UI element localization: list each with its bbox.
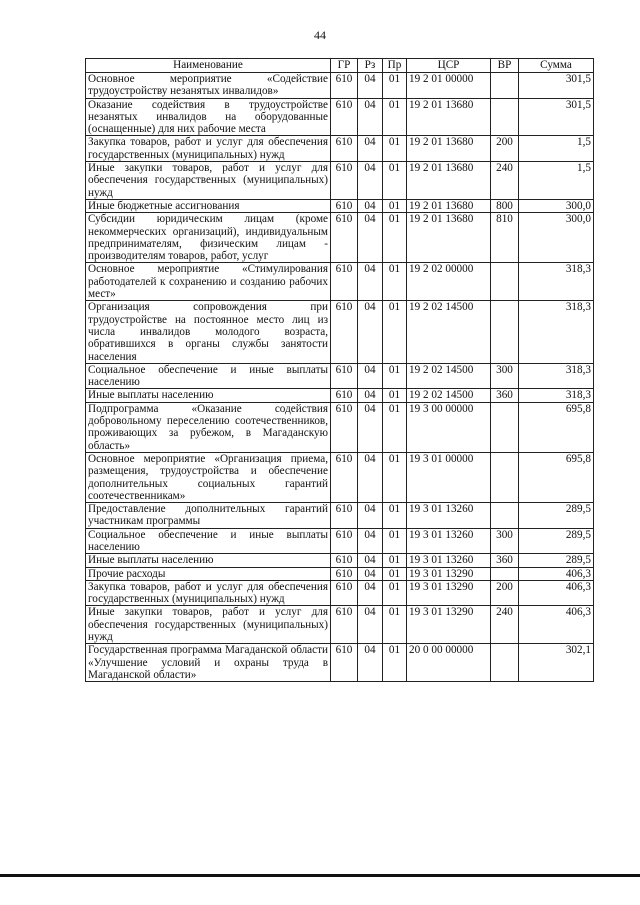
cell-rz: 04 — [358, 567, 383, 580]
cell-rz: 04 — [358, 363, 383, 389]
cell-name: Оказание содействия в трудоустройстве незанятых инвалидов на оборудованные (оснащенные) для них рабочие места — [86, 98, 331, 136]
cell-gr: 610 — [331, 162, 358, 200]
table-row — [86, 301, 594, 363]
cell-name: Основное мероприятие «Стимулирования работодателей к сохранению и созданию рабочих мест» — [86, 263, 331, 301]
cell-csr: 19 2 02 14500 — [407, 363, 491, 389]
cell-sum: 318,3 — [519, 363, 594, 389]
cell-csr: 19 3 01 00000 — [407, 452, 491, 502]
table-body — [86, 73, 594, 682]
cell-sum: 302,1 — [519, 644, 594, 682]
cell-rz: 04 — [358, 389, 383, 402]
cell-sum: 301,5 — [519, 73, 594, 99]
cell-rz: 04 — [358, 199, 383, 212]
cell-csr: 19 3 00 00000 — [407, 402, 491, 452]
cell-csr: 19 3 01 13260 — [407, 554, 491, 567]
header-csr: ЦСР — [407, 59, 491, 73]
cell-csr: 19 3 01 13260 — [407, 528, 491, 554]
cell-vr: 240 — [491, 162, 519, 200]
cell-pr: 01 — [383, 301, 407, 363]
header-row — [86, 59, 594, 73]
cell-pr: 01 — [383, 567, 407, 580]
cell-vr: 300 — [491, 363, 519, 389]
cell-pr: 01 — [383, 199, 407, 212]
cell-vr: 800 — [491, 199, 519, 212]
table-row — [86, 136, 594, 162]
header-vr: ВР — [491, 59, 519, 73]
cell-rz: 04 — [358, 452, 383, 502]
cell-name: Предоставление дополнительных гарантий участникам программы — [86, 503, 331, 529]
cell-rz: 04 — [358, 580, 383, 606]
cell-csr: 19 3 01 13260 — [407, 503, 491, 529]
cell-pr: 01 — [383, 503, 407, 529]
cell-name: Закупка товаров, работ и услуг для обеспечения государственных (муниципальных) нужд — [86, 136, 331, 162]
cell-gr: 610 — [331, 503, 358, 529]
cell-rz: 04 — [358, 263, 383, 301]
cell-csr: 19 2 01 00000 — [407, 73, 491, 99]
cell-gr: 610 — [331, 402, 358, 452]
table-row — [86, 213, 594, 263]
header-pr: Пр — [383, 59, 407, 73]
cell-gr: 610 — [331, 554, 358, 567]
cell-sum: 289,5 — [519, 528, 594, 554]
cell-vr — [491, 301, 519, 363]
bottom-rule — [0, 874, 640, 877]
cell-gr: 610 — [331, 644, 358, 682]
cell-gr: 610 — [331, 199, 358, 212]
cell-sum: 301,5 — [519, 98, 594, 136]
table-row — [86, 452, 594, 502]
page-number: 44 — [314, 28, 326, 42]
table-row — [86, 503, 594, 529]
cell-rz: 04 — [358, 162, 383, 200]
cell-gr: 610 — [331, 606, 358, 644]
cell-csr: 19 2 01 13680 — [407, 162, 491, 200]
cell-rz: 04 — [358, 98, 383, 136]
cell-name: Иные закупки товаров, работ и услуг для обеспечения государственных (муниципальных) нужд — [86, 606, 331, 644]
cell-name: Иные закупки товаров, работ и услуг для обеспечения государственных (муниципальных) нужд — [86, 162, 331, 200]
cell-name: Иные выплаты населению — [86, 389, 331, 402]
cell-vr: 300 — [491, 528, 519, 554]
cell-sum: 1,5 — [519, 136, 594, 162]
cell-gr: 610 — [331, 73, 358, 99]
cell-gr: 610 — [331, 301, 358, 363]
cell-gr: 610 — [331, 452, 358, 502]
cell-rz: 04 — [358, 136, 383, 162]
cell-rz: 04 — [358, 402, 383, 452]
header-sum: Сумма — [519, 59, 594, 73]
table-row — [86, 580, 594, 606]
table-row — [86, 98, 594, 136]
cell-pr: 01 — [383, 554, 407, 567]
cell-sum: 695,8 — [519, 402, 594, 452]
cell-pr: 01 — [383, 263, 407, 301]
header-rz: Рз — [358, 59, 383, 73]
header-gr: ГР — [331, 59, 358, 73]
cell-csr: 19 2 01 13680 — [407, 213, 491, 263]
cell-name: Иные бюджетные ассигнования — [86, 199, 331, 212]
table-row — [86, 389, 594, 402]
cell-vr — [491, 452, 519, 502]
cell-gr: 610 — [331, 528, 358, 554]
cell-csr: 19 2 01 13680 — [407, 199, 491, 212]
cell-csr: 19 3 01 13290 — [407, 580, 491, 606]
cell-name: Организация сопровождения при трудоустройстве на постоянное место лиц из числа инвалидов молодого возраста, обратившихся в органы службы занятости населения — [86, 301, 331, 363]
cell-vr — [491, 567, 519, 580]
cell-pr: 01 — [383, 213, 407, 263]
cell-vr — [491, 98, 519, 136]
cell-pr: 01 — [383, 606, 407, 644]
cell-gr: 610 — [331, 389, 358, 402]
cell-sum: 300,0 — [519, 199, 594, 212]
table-row — [86, 554, 594, 567]
cell-vr — [491, 402, 519, 452]
table-row — [86, 528, 594, 554]
cell-csr: 19 2 01 13680 — [407, 136, 491, 162]
cell-vr: 360 — [491, 554, 519, 567]
cell-rz: 04 — [358, 644, 383, 682]
table-row — [86, 162, 594, 200]
cell-sum: 406,3 — [519, 606, 594, 644]
cell-name: Государственная программа Магаданской области «Улучшение условий и охраны труда в Магаданской области» — [86, 644, 331, 682]
cell-name: Субсидии юридическим лицам (кроме некоммерческих организаций), индивидуальным предпринимателям, физическим лицам - производителям товаров, работ, услуг — [86, 213, 331, 263]
table-row — [86, 73, 594, 99]
cell-pr: 01 — [383, 363, 407, 389]
cell-sum: 318,3 — [519, 301, 594, 363]
table-row — [86, 606, 594, 644]
cell-vr: 200 — [491, 580, 519, 606]
cell-vr — [491, 263, 519, 301]
cell-sum: 406,3 — [519, 567, 594, 580]
cell-pr: 01 — [383, 402, 407, 452]
cell-gr: 610 — [331, 136, 358, 162]
cell-sum: 300,0 — [519, 213, 594, 263]
cell-name: Основное мероприятие «Содействие трудоустройству незанятых инвалидов» — [86, 73, 331, 99]
table-row — [86, 199, 594, 212]
cell-csr: 19 2 01 13680 — [407, 98, 491, 136]
cell-sum: 318,3 — [519, 389, 594, 402]
cell-sum: 695,8 — [519, 452, 594, 502]
cell-vr — [491, 503, 519, 529]
cell-pr: 01 — [383, 644, 407, 682]
cell-rz: 04 — [358, 554, 383, 567]
cell-pr: 01 — [383, 389, 407, 402]
cell-rz: 04 — [358, 606, 383, 644]
cell-csr: 19 2 02 14500 — [407, 301, 491, 363]
cell-vr: 240 — [491, 606, 519, 644]
cell-pr: 01 — [383, 73, 407, 99]
cell-gr: 610 — [331, 98, 358, 136]
cell-pr: 01 — [383, 162, 407, 200]
cell-name: Подпрограмма «Оказание содействия добровольному переселению соотечественников, проживающих за рубежом, в Магаданскую область» — [86, 402, 331, 452]
table-row — [86, 567, 594, 580]
cell-rz: 04 — [358, 528, 383, 554]
cell-vr: 200 — [491, 136, 519, 162]
cell-csr: 19 3 01 13290 — [407, 606, 491, 644]
cell-vr: 360 — [491, 389, 519, 402]
cell-name: Основное мероприятие «Организация приема, размещения, трудоустройства и обеспечение дополнительных социальных гарантий соотечественникам» — [86, 452, 331, 502]
table-row — [86, 402, 594, 452]
cell-gr: 610 — [331, 363, 358, 389]
cell-gr: 610 — [331, 263, 358, 301]
cell-pr: 01 — [383, 580, 407, 606]
table-row — [86, 263, 594, 301]
cell-rz: 04 — [358, 213, 383, 263]
cell-csr: 19 2 02 00000 — [407, 263, 491, 301]
cell-gr: 610 — [331, 567, 358, 580]
cell-sum: 1,5 — [519, 162, 594, 200]
cell-gr: 610 — [331, 580, 358, 606]
cell-vr: 810 — [491, 213, 519, 263]
cell-pr: 01 — [383, 452, 407, 502]
cell-sum: 406,3 — [519, 580, 594, 606]
cell-name: Социальное обеспечение и иные выплаты населению — [86, 363, 331, 389]
cell-vr — [491, 644, 519, 682]
cell-name: Прочие расходы — [86, 567, 331, 580]
cell-rz: 04 — [358, 301, 383, 363]
cell-name: Иные выплаты населению — [86, 554, 331, 567]
cell-pr: 01 — [383, 136, 407, 162]
table-row — [86, 363, 594, 389]
cell-rz: 04 — [358, 503, 383, 529]
cell-pr: 01 — [383, 98, 407, 136]
cell-vr — [491, 73, 519, 99]
cell-name: Социальное обеспечение и иные выплаты населению — [86, 528, 331, 554]
cell-rz: 04 — [358, 73, 383, 99]
cell-csr: 19 3 01 13290 — [407, 567, 491, 580]
table-row — [86, 644, 594, 682]
cell-csr: 19 2 02 14500 — [407, 389, 491, 402]
cell-sum: 289,5 — [519, 554, 594, 567]
cell-csr: 20 0 00 00000 — [407, 644, 491, 682]
cell-sum: 289,5 — [519, 503, 594, 529]
header-name: Наименование — [86, 59, 331, 73]
cell-pr: 01 — [383, 528, 407, 554]
budget-table — [85, 58, 594, 682]
cell-sum: 318,3 — [519, 263, 594, 301]
cell-name: Закупка товаров, работ и услуг для обеспечения государственных (муниципальных) нужд — [86, 580, 331, 606]
cell-gr: 610 — [331, 213, 358, 263]
